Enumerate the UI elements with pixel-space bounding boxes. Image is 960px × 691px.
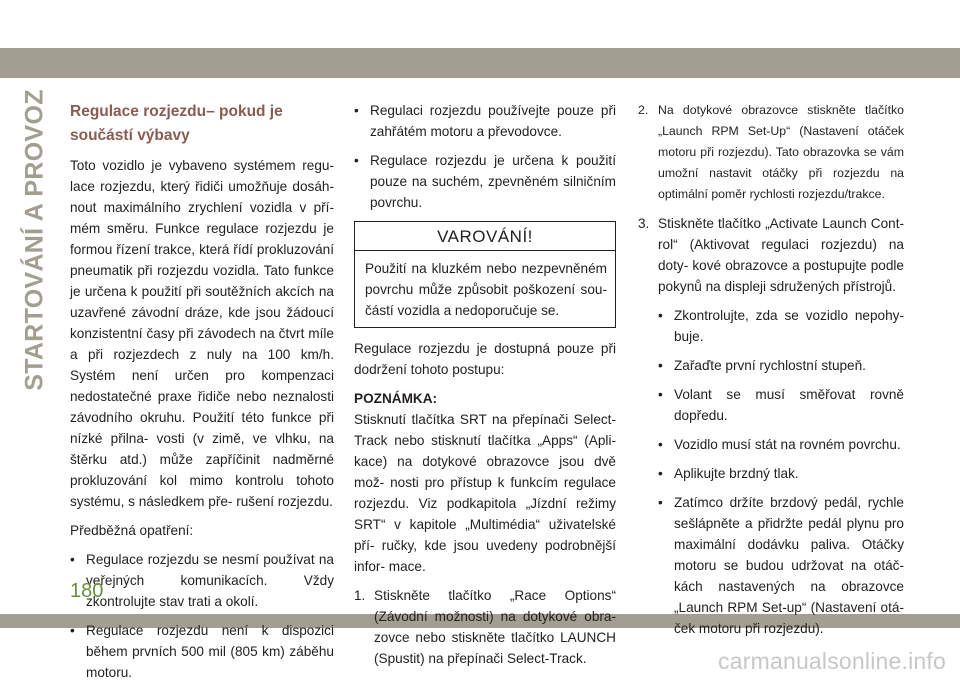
list-item xyxy=(354,150,616,213)
list-item xyxy=(658,305,904,347)
list-item-text: Zatímco držíte brzdový pedál, rychle sešlápněte a přidržte pedál plynu pro maximální dodávku paliva. Otáčky motoru se budou udržovat na otáč- kách nastavených na obrazovce „Launch RPM Set-up“ (Nastavení otá- ček motoru při rozjezdu). xyxy=(674,495,904,636)
list-item-text: Zkontrolujte, zda se vozidlo nepohy- buje. xyxy=(674,308,904,344)
step-text: Stiskněte tlačítko „Activate Launch Cont- rol“ (Aktivovat regulaci rozjezdu) na doty- kové obrazovce a postupujte podle pokynů na displeji sdružených přístrojů. xyxy=(658,216,904,294)
list-item xyxy=(658,492,904,639)
warning-text: Použití na kluzkém nebo nezpevněném povrchu může způsobit poškození sou- částí vozidla a nedoporučuje se. xyxy=(365,261,607,318)
list-item-text: Regulace rozjezdu není k dispozici během prvních 500 mil (805 km) záběhu motoru. xyxy=(86,623,334,680)
list-item-text: Regulace rozjezdu se nesmí používat na veřejných komunikacích. Vždy zkontrolujte stav trati a okolí. xyxy=(86,552,334,609)
list-item xyxy=(658,463,904,484)
step-number: 2. xyxy=(638,103,649,117)
bullet-icon: • xyxy=(354,103,359,118)
warning-title: VAROVÁNÍ! xyxy=(355,222,615,251)
list-item-text: Regulace rozjezdu je určena k použití pouze na suchém, zpevněném silničním povrchu. xyxy=(370,153,616,210)
bullet-icon: • xyxy=(658,358,663,373)
availability-paragraph: Regulace rozjezdu je dostupná pouze při dodržení tohoto postupu: xyxy=(354,341,616,377)
page-number: 180 xyxy=(70,580,104,602)
top-decorative-bar xyxy=(0,48,960,78)
column-1 xyxy=(70,100,334,691)
warning-box xyxy=(354,221,616,328)
step-text: Stiskněte tlačítko „Race Options“ (Závodní možnosti) na dotykové obra- zovce nebo stiskněte tlačítko LAUNCH (Spustit) na přepínači Select-Track. xyxy=(374,588,616,666)
list-item-text: Regulaci rozjezdu používejte pouze při zahřátém motoru a převodovce. xyxy=(370,103,616,139)
list-item-text: Zařaďte první rychlostní stupeň. xyxy=(674,358,866,373)
column-2 xyxy=(354,100,616,677)
bullet-icon: • xyxy=(658,495,663,510)
bullet-icon: • xyxy=(658,387,663,402)
step-text: Na dotykové obrazovce stiskněte tlačítko „Launch RPM Set-Up“ (Nastavení otáček motoru při rozjezdu). Tato obrazovka se vám umožní nastavit otáčky při rozjezdu na optimální poměr rychlosti rozjezdu/trakce. xyxy=(658,103,904,201)
list-item xyxy=(658,434,904,455)
step-number: 1. xyxy=(354,588,366,603)
note-label: POZNÁMKA: xyxy=(354,391,438,406)
list-item xyxy=(658,384,904,426)
list-item-text: Aplikujte brzdný tlak. xyxy=(674,466,799,481)
section-side-title-text: STARTOVÁNÍ A PROVOZ xyxy=(20,89,49,391)
section-side-title xyxy=(20,89,49,391)
note-paragraph: Stisknutí tlačítka SRT na přepínači Select- Track nebo stisknutí tlačítka „Apps“ (Apli- kace) na dotykové obrazovce jsou dvě mož- nosti pro přístup k funkcím regulace rozjezdu. Viz podkapitola „Jízdní režimy SRT“ v kapitole „Multimédia“ uživatelské pří- ručky, kde jsou uvedeny podrobnější infor- mace. xyxy=(354,412,616,574)
list-item-text: Vozidlo musí stát na rovném povrchu. xyxy=(674,437,901,452)
bullet-icon: • xyxy=(70,623,75,638)
intro-paragraph: Toto vozidlo je vybaveno systémem regu- lace rozjezdu, který řidiči umožňuje dosáh- nout maximálního zrychlení vozidla v pří- mém směru. Funkce regulace rozjezdu je formou řízení trakce, která řídí prokluzování pneumatik při rozjezdu vozidla. Tato funkce je určena k použití při soutěžních akcích na uzavřené závodní dráze, kde jsou žádoucí konzistentní časy při závodech na čtvrt míle a při rozjezdech z nuly na 100 km/h. Systém není určen pro kompenzaci nedostatečné praxe řidiče nebo neznalosti závodního okruhu. Použití této funkce při nízké přilna- vosti (v zimě, ve vlhku, na štěrku atd.) může zapříčinit nadměrné prokluzování kol mimo kontrolu tohoto systému, s následkem pře- rušení rozjezdu. xyxy=(70,158,334,509)
list-item xyxy=(70,620,334,683)
step-3 xyxy=(638,213,904,297)
list-item xyxy=(70,549,334,612)
bullet-icon: • xyxy=(354,153,359,168)
step-2 xyxy=(638,100,904,205)
bullet-icon: • xyxy=(658,437,663,452)
step-1 xyxy=(354,585,616,669)
list-item xyxy=(658,355,904,376)
bullet-icon: • xyxy=(658,308,663,323)
section-heading: Regulace rozjezdu– pokud je součástí výbavy xyxy=(70,103,283,144)
watermark: carmanualsonline.info xyxy=(718,648,946,674)
step-number: 3. xyxy=(638,216,650,231)
column-3 xyxy=(638,100,904,647)
precautions-label: Předběžná opatření: xyxy=(70,523,194,538)
bullet-icon: • xyxy=(70,552,75,567)
list-item xyxy=(354,100,616,142)
list-item-text: Volant se musí směřovat rovně dopředu. xyxy=(674,387,904,423)
bullet-icon: • xyxy=(658,466,663,481)
